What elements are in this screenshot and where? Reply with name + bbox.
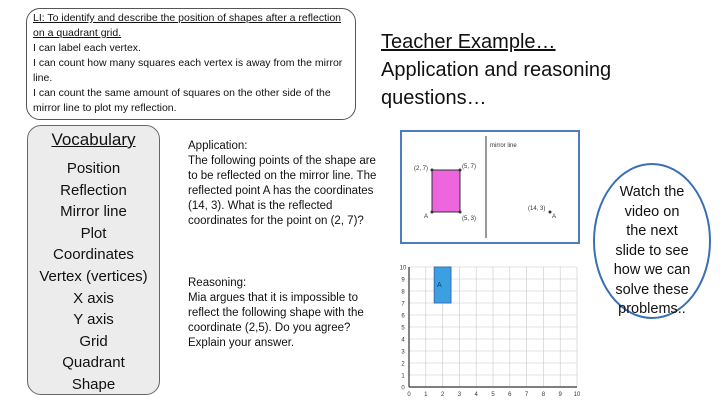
y-tick-label: 3 [401, 349, 405, 356]
x-tick-label: 2 [440, 392, 445, 398]
vocabulary-item: Reflection [60, 181, 127, 199]
x-tick-label: 7 [524, 392, 529, 398]
callout-line: slide to see [615, 242, 689, 259]
coordinate-grid-svg [395, 263, 580, 401]
grid-tick-labels [400, 266, 580, 399]
pink-rectangle-shape [432, 170, 460, 212]
learning-objective-line: I can count how many squares each vertex is away from the mirror line. [33, 57, 343, 84]
vertex-label: A [424, 214, 429, 220]
x-tick-label: 0 [407, 392, 411, 398]
callout-text [592, 183, 712, 320]
vocabulary-item: Mirror line [60, 203, 127, 221]
callout-line: Watch the [619, 184, 685, 200]
reasoning-text: Mia argues that it is impossible to reflect the following shape with the coordinate (2,5). Do you agree? Explain your answer. [188, 292, 364, 349]
y-tick-label: 7 [401, 301, 405, 308]
x-tick-label: 6 [508, 392, 512, 398]
x-tick-label: 1 [424, 392, 428, 398]
callout-line: video on [624, 203, 680, 220]
point-label: (5, 7) [462, 164, 477, 170]
y-tick-label: 8 [401, 289, 405, 296]
vertex-point [431, 169, 434, 172]
callout-line: solve these [615, 281, 689, 298]
vertex-label: A [552, 214, 557, 220]
learning-objective-title: LI: To identify and describe the position of shapes after a reflection on a quadrant grid. [33, 12, 341, 39]
vocabulary-item: Vertex (vertices) [39, 267, 148, 285]
reasoning-question [188, 276, 383, 351]
teacher-example-title [381, 28, 701, 112]
vocabulary-item: Plot [80, 224, 107, 242]
y-tick-label: 2 [401, 361, 405, 368]
learning-objective-line: I can count the same amount of squares on the other side of the mirror line to plot my reflection. [33, 87, 331, 114]
x-tick-label: 9 [558, 392, 562, 398]
vocabulary-item: Shape [71, 375, 116, 393]
reflection-diagram [400, 130, 580, 244]
vertex-point [431, 211, 434, 214]
coordinate-grid-diagram [395, 263, 580, 401]
point-label: (14, 3) [528, 206, 546, 212]
callout-line: how we can [613, 262, 691, 278]
point-label: (2, 7) [414, 166, 429, 172]
teacher-example-heading: Teacher Example… [381, 31, 556, 53]
vocabulary-item: Position [66, 160, 121, 177]
vocabulary-item: Coordinates [53, 246, 134, 264]
y-tick-label: 4 [401, 337, 405, 344]
video-callout [592, 162, 712, 320]
shape-label: A [437, 282, 442, 289]
vocabulary-item: Quadrant [62, 354, 125, 372]
vocabulary-item: X axis [73, 289, 114, 307]
application-text: The following points of the shape are to be reflected on the mirror line. The reflected point A has the coordinates (14, 3). What is the reflected coordinates for the point on (2, 7)? [188, 155, 377, 227]
x-tick-label: 5 [491, 392, 495, 398]
x-tick-label: 8 [541, 392, 546, 398]
x-tick-label: 4 [474, 392, 478, 398]
learning-objective-box [26, 8, 356, 120]
teacher-example-subtitle: Application and reasoning questions… [381, 59, 612, 109]
application-question [188, 139, 383, 229]
x-tick-label: 10 [573, 392, 580, 398]
y-tick-label: 1 [401, 373, 405, 380]
vocabulary-item: Grid [79, 332, 108, 350]
vocabulary-item: Y axis [73, 311, 114, 329]
callout-line: the next [626, 223, 678, 239]
reasoning-label: Reasoning: [188, 277, 247, 289]
y-tick-label: 10 [399, 265, 407, 272]
mirror-line-label: mirror line [490, 143, 517, 149]
application-label: Application: [188, 140, 248, 152]
x-tick-label: 3 [457, 392, 462, 398]
y-tick-label: 0 [401, 385, 405, 392]
point-label: (5, 3) [462, 216, 477, 222]
y-tick-label: 6 [401, 313, 405, 320]
learning-objective-line: I can label each vertex. [33, 42, 141, 54]
reflection-diagram-svg [402, 132, 578, 242]
vocabulary-box [27, 125, 160, 395]
y-tick-label: 9 [401, 277, 405, 284]
y-tick-label: 5 [401, 325, 405, 332]
callout-line: problems.. [618, 301, 686, 317]
vertex-point [459, 211, 462, 214]
vocabulary-title: Vocabulary [51, 130, 136, 149]
